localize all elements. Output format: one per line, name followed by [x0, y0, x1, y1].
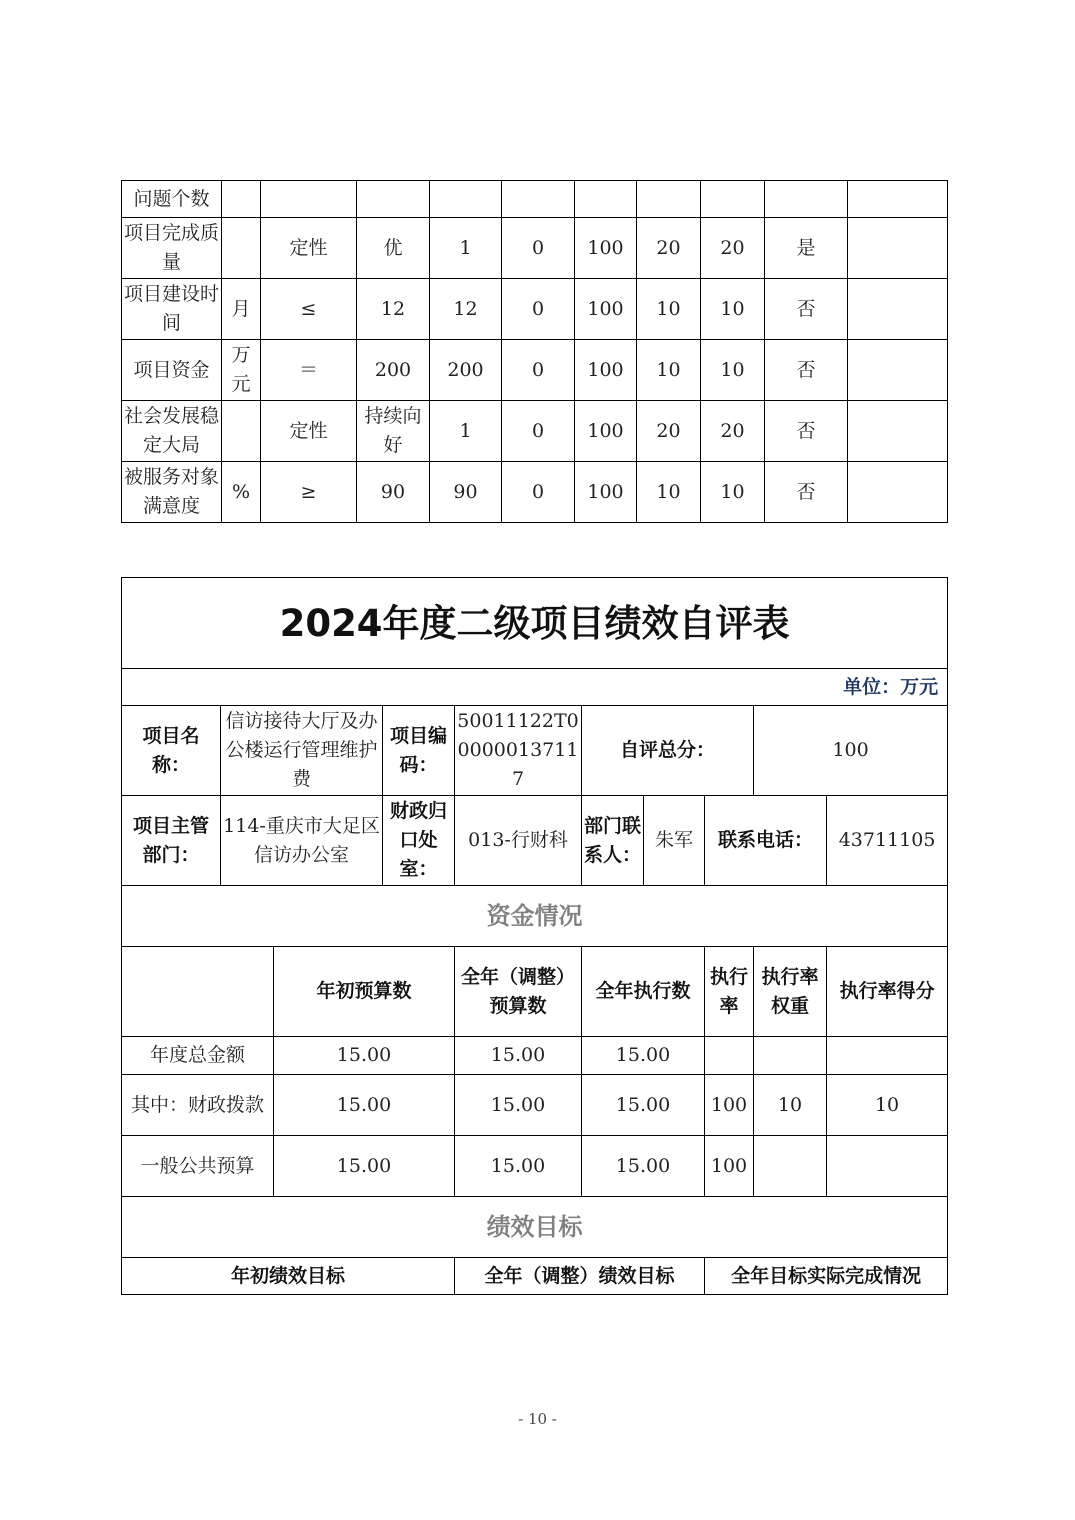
project-code-value: 50011122T00000013711 7	[455, 706, 582, 796]
indicator-actual: 200	[430, 340, 502, 401]
funds-row-label: 一般公共预算	[122, 1136, 274, 1197]
indicator-note	[848, 340, 948, 401]
indicator-score: 20	[701, 218, 765, 279]
project-name-value: 信访接待大厅及办公楼运行管理维护费	[221, 706, 383, 796]
funds-initial: 15.00	[274, 1037, 455, 1075]
indicator-score	[701, 181, 765, 218]
dept-label: 项目主管部门：	[122, 796, 221, 886]
indicator-weight: 10	[637, 279, 701, 340]
indicator-dev: 0	[502, 340, 575, 401]
indicator-name: 问题个数	[122, 181, 222, 218]
funds-header-rate: 执行率	[705, 947, 754, 1037]
perf-header-initial: 年初绩效目标	[122, 1258, 455, 1295]
indicator-score: 20	[701, 401, 765, 462]
indicator-note	[848, 218, 948, 279]
indicator-unit: %	[222, 462, 261, 523]
indicator-actual: 90	[430, 462, 502, 523]
funds-row	[122, 1136, 948, 1197]
indicator-op: ≥	[261, 462, 357, 523]
indicator-unit	[222, 218, 261, 279]
funds-row	[122, 1037, 948, 1075]
indicator-name: 项目建设时间	[122, 279, 222, 340]
indicator-name: 项目资金	[122, 340, 222, 401]
indicator-score: 10	[701, 279, 765, 340]
funds-score	[827, 1136, 948, 1197]
funds-executed: 15.00	[582, 1037, 705, 1075]
perf-header-actual: 全年目标实际完成情况	[705, 1258, 948, 1295]
perf-section-title: 绩效目标	[122, 1197, 948, 1258]
indicator-flag: 否	[765, 279, 848, 340]
funds-header-initial: 年初预算数	[274, 947, 455, 1037]
funds-header-weight: 执行率权重	[754, 947, 827, 1037]
indicator-table	[121, 180, 948, 523]
indicator-unit	[222, 401, 261, 462]
indicator-target: 持续向好	[357, 401, 430, 462]
funds-header-adjusted: 全年（调整）预算数	[455, 947, 582, 1037]
indicator-dev: 0	[502, 279, 575, 340]
indicator-flag: 否	[765, 401, 848, 462]
funds-adjusted: 15.00	[455, 1136, 582, 1197]
funds-weight	[754, 1136, 827, 1197]
indicator-actual	[430, 181, 502, 218]
funds-score	[827, 1037, 948, 1075]
funds-initial: 15.00	[274, 1075, 455, 1136]
indicator-name: 被服务对象满意度	[122, 462, 222, 523]
indicator-dev: 0	[502, 462, 575, 523]
total-score-value: 100	[754, 706, 948, 796]
funds-adjusted: 15.00	[455, 1037, 582, 1075]
indicator-score: 10	[701, 462, 765, 523]
indicator-row	[122, 340, 948, 401]
contact-value: 朱军	[644, 796, 705, 886]
indicator-row	[122, 462, 948, 523]
indicator-target	[357, 181, 430, 218]
indicator-s1: 100	[575, 462, 637, 523]
funds-rate: 100	[705, 1136, 754, 1197]
indicator-row	[122, 401, 948, 462]
indicator-name: 项目完成质量	[122, 218, 222, 279]
total-score-label: 自评总分：	[582, 706, 754, 796]
indicator-s1: 100	[575, 279, 637, 340]
indicator-dev: 0	[502, 401, 575, 462]
indicator-row	[122, 279, 948, 340]
indicator-flag: 否	[765, 340, 848, 401]
indicator-weight: 20	[637, 218, 701, 279]
funds-weight	[754, 1037, 827, 1075]
indicator-op: 定性	[261, 401, 357, 462]
form-title: 2024年度二级项目绩效自评表	[122, 578, 948, 669]
funds-adjusted: 15.00	[455, 1075, 582, 1136]
funds-initial: 15.00	[274, 1136, 455, 1197]
indicator-unit: 月	[222, 279, 261, 340]
indicator-op: ＝	[261, 340, 357, 401]
funds-section-title: 资金情况	[122, 886, 948, 947]
funds-executed: 15.00	[582, 1075, 705, 1136]
indicator-actual: 12	[430, 279, 502, 340]
indicator-s1: 100	[575, 340, 637, 401]
indicator-row	[122, 218, 948, 279]
page-number: - 10 -	[518, 1410, 557, 1428]
funds-row-label: 其中：财政拨款	[122, 1075, 274, 1136]
indicator-target: 优	[357, 218, 430, 279]
finance-label: 财政归口处室：	[383, 796, 455, 886]
self-evaluation-form	[121, 577, 948, 1295]
funds-score: 10	[827, 1075, 948, 1136]
indicator-score: 10	[701, 340, 765, 401]
indicator-s1	[575, 181, 637, 218]
funds-row-label: 年度总金额	[122, 1037, 274, 1075]
project-name-label: 项目名称：	[122, 706, 221, 796]
funds-rate: 100	[705, 1075, 754, 1136]
indicator-unit	[222, 181, 261, 218]
indicator-note	[848, 279, 948, 340]
funds-row	[122, 1075, 948, 1136]
indicator-target: 12	[357, 279, 430, 340]
indicator-dev: 0	[502, 218, 575, 279]
funds-header-executed: 全年执行数	[582, 947, 705, 1037]
indicator-name: 社会发展稳定大局	[122, 401, 222, 462]
funds-weight: 10	[754, 1075, 827, 1136]
funds-header-score: 执行率得分	[827, 947, 948, 1037]
contact-label: 部门联系人：	[582, 796, 644, 886]
indicator-note	[848, 401, 948, 462]
finance-value: 013-行财科	[455, 796, 582, 886]
indicator-weight: 10	[637, 462, 701, 523]
indicator-op: ≤	[261, 279, 357, 340]
indicator-weight: 10	[637, 340, 701, 401]
indicator-note	[848, 462, 948, 523]
unit-label: 单位：万元	[122, 669, 948, 706]
indicator-actual: 1	[430, 401, 502, 462]
indicator-op	[261, 181, 357, 218]
project-code-label: 项目编码：	[383, 706, 455, 796]
indicator-flag: 否	[765, 462, 848, 523]
indicator-s1: 100	[575, 218, 637, 279]
phone-label: 联系电话：	[705, 796, 827, 886]
dept-value: 114-重庆市大足区信访办公室	[221, 796, 383, 886]
indicator-weight: 20	[637, 401, 701, 462]
indicator-note	[848, 181, 948, 218]
funds-rate	[705, 1037, 754, 1075]
indicator-weight	[637, 181, 701, 218]
indicator-dev	[502, 181, 575, 218]
indicator-s1: 100	[575, 401, 637, 462]
indicator-actual: 1	[430, 218, 502, 279]
funds-executed: 15.00	[582, 1136, 705, 1197]
indicator-row	[122, 181, 948, 218]
phone-value: 43711105	[827, 796, 948, 886]
indicator-target: 90	[357, 462, 430, 523]
indicator-unit: 万元	[222, 340, 261, 401]
funds-header-blank	[122, 947, 274, 1037]
indicator-flag: 是	[765, 218, 848, 279]
indicator-target: 200	[357, 340, 430, 401]
indicator-op: 定性	[261, 218, 357, 279]
indicator-flag	[765, 181, 848, 218]
perf-header-adjusted: 全年（调整）绩效目标	[455, 1258, 705, 1295]
